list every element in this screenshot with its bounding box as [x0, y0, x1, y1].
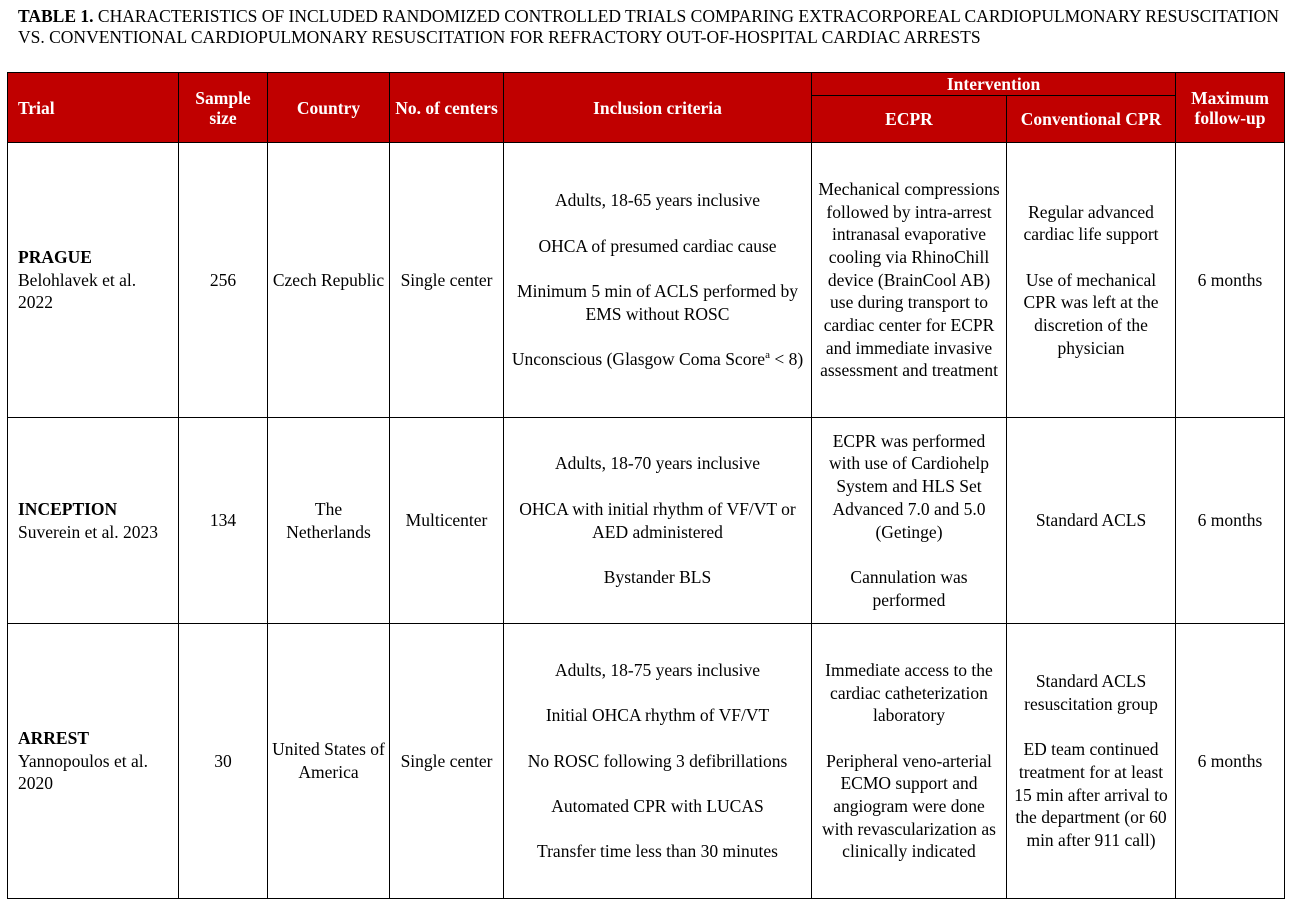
- sample-size: 30: [179, 624, 268, 899]
- conventional-intervention: [1007, 143, 1176, 418]
- table-caption: [18, 6, 1280, 48]
- trial-name: PRAGUE: [18, 246, 92, 267]
- criterion: No ROSC following 3 defibrillations: [527, 750, 788, 771]
- header-trial: Trial: [8, 73, 179, 143]
- criterion-text: < 8): [769, 349, 804, 370]
- sample-size: 256: [179, 143, 268, 418]
- criterion: Automated CPR with LUCAS: [551, 796, 764, 817]
- ecpr-text: Mechanical compressions followed by intra-arrest intranasal evaporative cooling via RhinoChill device (BrainCool AB) use during transport to cardiac center for ECPR and immediate invasive assessment and treatment: [818, 178, 1000, 381]
- table-title: CHARACTERISTICS OF INCLUDED RANDOMIZED CONTROLLED TRIALS COMPARING EXTRACORPOREAL CARDIOPULMONARY RESUSCITATION VS. CONVENTIONAL CARDIOPULMONARY RESUSCITATION FOR REFRACTORY OUT-OF-HOSPITAL CARDIAC ARRESTS: [18, 6, 1279, 47]
- ecpr-text: Peripheral veno-arterial ECMO support and angiogram were done with revascularization as clinically indicated: [822, 750, 996, 862]
- criterion: Adults, 18-70 years inclusive: [554, 453, 761, 474]
- trial-name: ARREST: [18, 727, 89, 748]
- criterion-text: Unconscious (Glasgow Coma Score: [511, 349, 766, 370]
- trial-reference: Yannopoulos et al. 2020: [18, 750, 148, 794]
- header-sample-size: Sample size: [179, 73, 268, 143]
- conventional-text: Use of mechanical CPR was left at the discretion of the physician: [1023, 269, 1159, 358]
- header-country: Country: [268, 73, 390, 143]
- header-conventional-cpr: Conventional CPR: [1007, 96, 1176, 143]
- table-row: [8, 624, 1285, 899]
- header-inclusion-criteria: Inclusion criteria: [504, 73, 812, 143]
- ecpr-text: Immediate access to the cardiac catheterization laboratory: [825, 659, 993, 726]
- inclusion-criteria: [504, 624, 812, 899]
- country: Czech Republic: [268, 143, 390, 418]
- country: The Netherlands: [268, 418, 390, 624]
- ecpr-intervention: [812, 418, 1007, 624]
- inclusion-criteria: [504, 418, 812, 624]
- table-label: TABLE 1.: [18, 6, 94, 26]
- criterion: OHCA of presumed cardiac cause: [538, 235, 777, 256]
- conventional-text: Standard ACLS resuscitation group: [1024, 671, 1158, 714]
- conventional-intervention: [1007, 418, 1176, 624]
- ecpr-text: ECPR was performed with use of Cardiohelp System and HLS Set Advanced 7.0 and 5.0 (Getinge): [829, 430, 989, 542]
- centers: Single center: [390, 143, 504, 418]
- header-follow-up: Maximum follow-up: [1176, 73, 1285, 143]
- criterion: Transfer time less than 30 minutes: [537, 841, 778, 862]
- trial-cell: [8, 624, 179, 899]
- trial-reference: Belohlavek et al. 2022: [18, 269, 137, 313]
- trial-cell: [8, 418, 179, 624]
- criterion: Adults, 18-65 years inclusive: [554, 190, 761, 211]
- follow-up: 6 months: [1176, 624, 1285, 899]
- table-header: [8, 73, 1285, 143]
- centers: Multicenter: [390, 418, 504, 624]
- table-row: [8, 143, 1285, 418]
- conventional-intervention: [1007, 624, 1176, 899]
- criterion: OHCA with initial rhythm of VF/VT or AED administered: [519, 498, 796, 542]
- criterion: Adults, 18-75 years inclusive: [554, 659, 761, 680]
- ecpr-intervention: [812, 143, 1007, 418]
- trial-cell: [8, 143, 179, 418]
- criterion: Initial OHCA rhythm of VF/VT: [545, 705, 770, 726]
- follow-up: 6 months: [1176, 143, 1285, 418]
- centers: Single center: [390, 624, 504, 899]
- header-centers: No. of centers: [390, 73, 504, 143]
- country: United States of America: [268, 624, 390, 899]
- table-row: [8, 418, 1285, 624]
- ecpr-text: Cannulation was performed: [850, 566, 968, 610]
- conventional-text: ED team continued treatment for at least 15 min after arrival to the department (or 60 min after 911 call): [1014, 739, 1168, 851]
- criterion: Bystander BLS: [603, 566, 712, 587]
- sample-size: 134: [179, 418, 268, 624]
- criterion: [508, 348, 807, 371]
- inclusion-criteria: [504, 143, 812, 418]
- trial-reference: Suverein et al. 2023: [18, 521, 158, 542]
- header-intervention: Intervention: [812, 73, 1176, 96]
- follow-up: 6 months: [1176, 418, 1285, 624]
- conventional-text: Regular advanced cardiac life support: [1023, 201, 1159, 245]
- ecpr-intervention: [812, 624, 1007, 899]
- trials-table: [7, 72, 1285, 899]
- header-ecpr: ECPR: [812, 96, 1007, 143]
- conventional-text: Standard ACLS: [1035, 510, 1147, 531]
- footnote-marker: a: [765, 349, 770, 362]
- trial-name: INCEPTION: [18, 498, 118, 519]
- criterion: Minimum 5 min of ACLS performed by EMS without ROSC: [517, 280, 798, 324]
